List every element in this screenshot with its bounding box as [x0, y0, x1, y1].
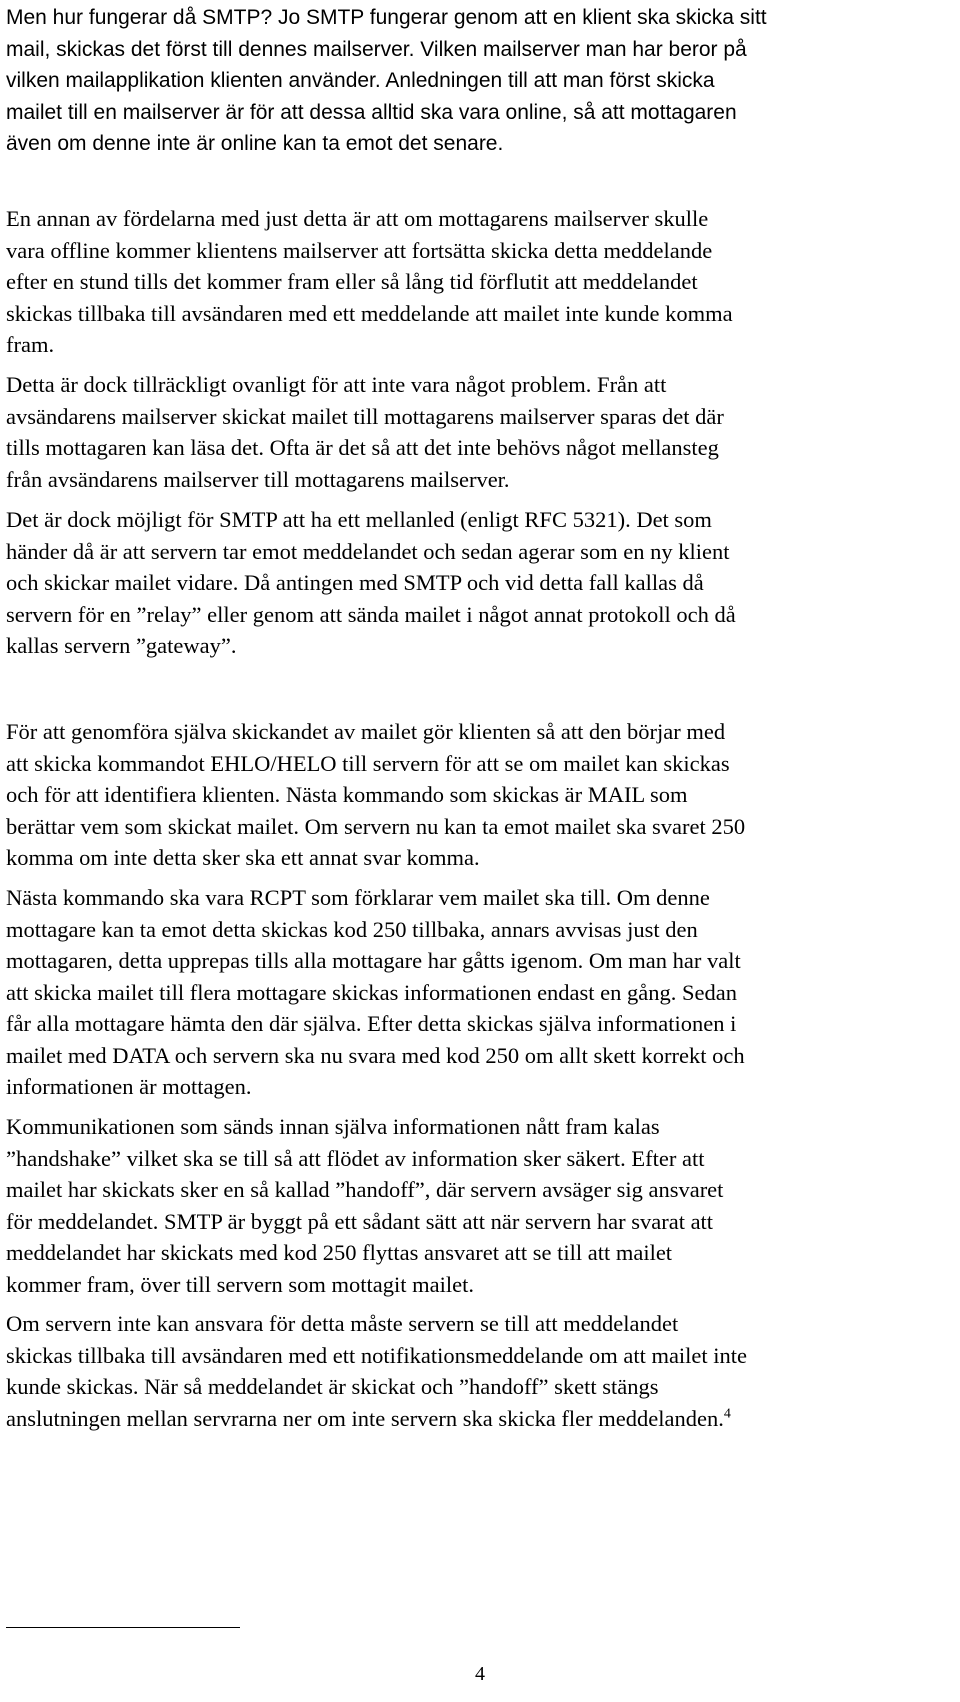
text-line: mottagare kan ta emot detta skickas kod 250 tillbaka, annars avvisas just den [6, 916, 698, 942]
text-line: händer då är att servern tar emot meddelandet och sedan agerar som en ny klient [6, 538, 730, 564]
text-line: mailet med DATA och servern ska nu svara med kod 250 om allt skett korrekt och [6, 1042, 745, 1068]
text-line: vara offline kommer klientens mailserver att fortsätta skicka detta meddelande [6, 237, 713, 263]
text-line: skickas tillbaka till avsändaren med ett notifikationsmeddelande om att mailet inte [6, 1342, 748, 1368]
text-line: kommer fram, över till servern som mottagit mailet. [6, 1271, 475, 1297]
text-line: efter en stund tills det kommer fram eller så lång tid förflutit att meddelandet [6, 269, 698, 294]
text-line: avsändarens mailserver skickat mailet till mottagarens mailserver sparas det där [6, 403, 724, 429]
paragraph-offline-advantage [6, 203, 946, 361]
text-line: och för att identifiera klienten. Nästa kommando som skickas är MAIL som [6, 782, 688, 807]
text-line: Om servern inte kan ansvara för detta måste servern se till att meddelandet [6, 1311, 679, 1336]
text-line: mail, skickas det först till dennes mailserver. Vilken mailserver man har beror på [6, 37, 747, 61]
text-line: tills mottagaren kan läsa det. Ofta är det så att det inte behövs något mellansteg [6, 435, 719, 460]
text-line: komma om inte detta sker ska ett annat svar komma. [6, 845, 480, 870]
text-line: Men hur fungerar då SMTP? Jo SMTP fungerar genom att en klient ska skicka sitt [6, 6, 767, 29]
text-line: får alla mottagare hämta den där själva. Efter detta skickas själva informationen i [6, 1011, 737, 1036]
text-line: För att genomföra själva skickandet av mailet gör klienten så att den börjar med [6, 719, 726, 744]
text-line: servern för en ”relay” eller genom att sända mailet i något annat protokoll och då [6, 601, 736, 627]
text-line: En annan av fördelarna med just detta är att om mottagarens mailserver skulle [6, 206, 709, 231]
paragraph-ehlo-mail [6, 716, 946, 874]
text-line: Det är dock möjligt för SMTP att ha ett mellanled (enligt RFC 5321). Det som [6, 507, 712, 532]
text-line: meddelandet har skickats med kod 250 flyttas ansvaret att se till att mailet [6, 1240, 673, 1265]
text-line: att skicka mailet till flera mottagare skickas informationen endast en gång. Sedan [6, 979, 738, 1005]
text-line-with-footnote [6, 1403, 946, 1435]
text-line: kallas servern ”gateway”. [6, 633, 237, 658]
text-line: mottagaren, detta upprepas tills alla mottagare har gåtts igenom. Om man har valt [6, 948, 741, 973]
text-line: mailet till en mailserver är för att dessa alltid ska vara online, så att mottagaren [6, 100, 737, 124]
paragraph-rcpt-data [6, 882, 946, 1103]
text-line: mailet har skickats sker en så kallad ”handoff”, där servern avsäger sig ansvaret [6, 1177, 724, 1202]
footnote-reference[interactable]: 4 [723, 1406, 731, 1421]
footnote-separator [6, 1627, 240, 1628]
text-line: Detta är dock tillräckligt ovanligt för att inte vara något problem. Från att [6, 372, 667, 397]
text-line: informationen är mottagen. [6, 1074, 252, 1099]
text-line: även om denne inte är online kan ta emot det senare. [6, 132, 504, 155]
paragraph-notification [6, 1308, 946, 1434]
text-line: Kommunikationen som sänds innan själva informationen nått fram kalas [6, 1114, 660, 1139]
text-line: vilken mailapplikation klienten använder. Anledningen till att man först skicka [6, 69, 715, 92]
text-line: skickas tillbaka till avsändaren med ett meddelande att mailet inte kunde komma [6, 300, 733, 326]
text-line: Nästa kommando ska vara RCPT som förklarar vem mailet ska till. Om denne [6, 885, 710, 910]
text-line: anslutningen mellan servrarna ner om inte servern ska skicka fler meddelanden. [6, 1405, 724, 1431]
text-line: för meddelandet. SMTP är byggt på ett sådant sätt att när servern har svarat att [6, 1208, 714, 1234]
paragraph-handshake-handoff [6, 1111, 946, 1300]
text-line: kunde skickas. När så meddelandet är skickat och ”handoff” skett stängs [6, 1374, 659, 1399]
text-line: berättar vem som skickat mailet. Om servern nu kan ta emot mailet ska svaret 250 [6, 813, 746, 839]
text-line: att skicka kommandot EHLO/HELO till servern för att se om mailet kan skickas [6, 750, 730, 776]
page-number: 4 [475, 1663, 485, 1685]
paragraph-smtp-intro [6, 2, 946, 160]
paragraph-storage [6, 369, 946, 495]
text-line: ”handshake” vilket ska se till så att flödet av information sker säkert. Efter att [6, 1145, 705, 1171]
text-line: från avsändarens mailserver till mottagarens mailserver. [6, 466, 510, 492]
text-line: fram. [6, 332, 55, 357]
text-line: och skickar mailet vidare. Då antingen med SMTP och vid detta fall kallas då [6, 570, 704, 595]
paragraph-relay-gateway [6, 504, 946, 662]
